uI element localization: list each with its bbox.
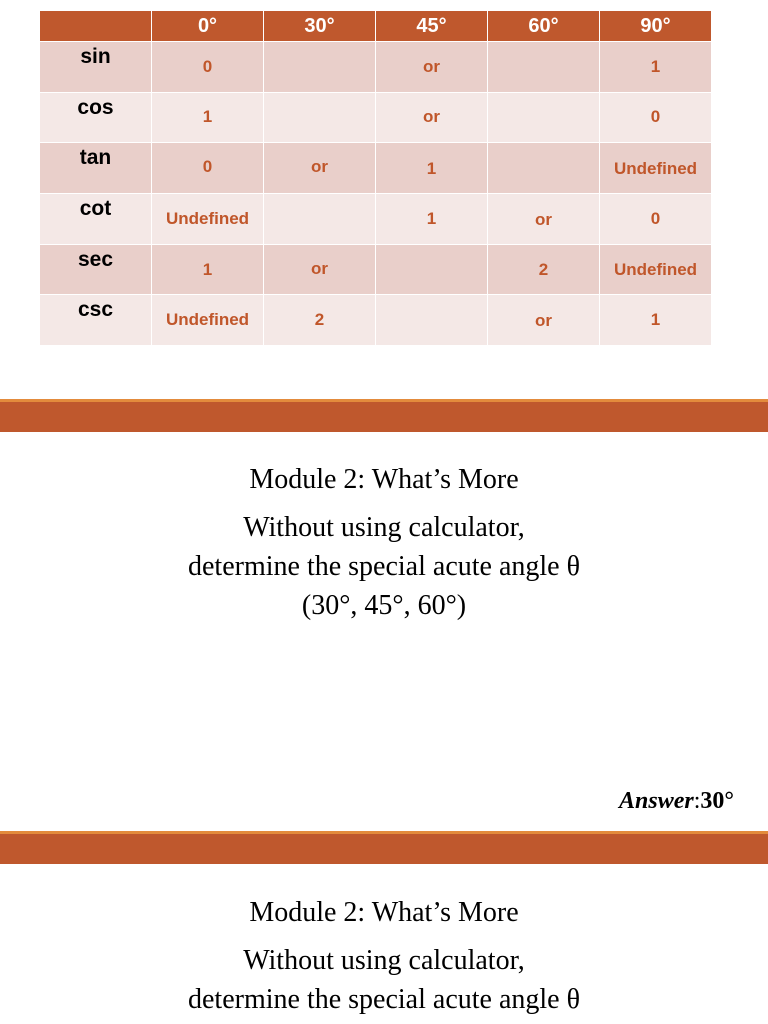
slide1-line3: (30°, 45°, 60°) (301, 590, 467, 621)
slide2-line1: Without using calculator, (243, 945, 525, 976)
table-row-sec (40, 244, 712, 295)
slide2-line2: determine the special acute angle θ (188, 984, 580, 1015)
function-label-sin: sin (40, 42, 152, 93)
table-row-cos (40, 92, 712, 143)
value-cell (264, 193, 376, 244)
value-cell: or (376, 92, 488, 143)
slide-band-2 (0, 834, 768, 864)
value-cell (264, 92, 376, 143)
value-cell: Undefined (152, 193, 264, 244)
value-cell (488, 143, 600, 194)
value-cell: or (488, 193, 600, 244)
function-label-tan: tan (40, 143, 152, 194)
value-cell: 0 (152, 143, 264, 194)
function-label-cot: cot (40, 193, 152, 244)
value-cell: 1 (152, 92, 264, 143)
value-cell: 0 (152, 42, 264, 93)
value-cell: 1 (376, 143, 488, 194)
value-cell: 2 (264, 295, 376, 346)
value-cell: 1 (376, 193, 488, 244)
table-row-sin (40, 42, 712, 93)
header-0deg: 0° (152, 11, 264, 42)
value-cell (488, 92, 600, 143)
value-cell: Undefined (600, 143, 712, 194)
slide2-title: Module 2: What’s More (249, 897, 519, 928)
answer-separator: : (693, 788, 701, 814)
header-empty (40, 11, 152, 42)
value-cell: 0 (600, 193, 712, 244)
value-cell: or (264, 143, 376, 194)
value-cell: Undefined (152, 295, 264, 346)
slide-band-1 (0, 402, 768, 432)
function-label-csc: csc (40, 295, 152, 346)
slide1-title: Module 2: What’s More (249, 464, 519, 495)
answer-text (619, 788, 734, 815)
table-row-cot (40, 193, 712, 244)
trig-values-table (39, 10, 712, 346)
table-header-row (40, 11, 712, 42)
header-30deg: 30° (264, 11, 376, 42)
function-label-sec: sec (40, 244, 152, 295)
header-60deg: 60° (488, 11, 600, 42)
value-cell: 2 (488, 244, 600, 295)
value-cell: or (488, 295, 600, 346)
table-row-csc (40, 295, 712, 346)
value-cell: 1 (600, 295, 712, 346)
value-cell (488, 42, 600, 93)
answer-label: Answer (619, 788, 694, 814)
value-cell: Undefined (600, 244, 712, 295)
header-90deg: 90° (600, 11, 712, 42)
function-label-cos: cos (40, 92, 152, 143)
value-cell (264, 42, 376, 93)
value-cell: or (264, 244, 376, 295)
answer-value: 30° (700, 788, 734, 814)
value-cell: 1 (152, 244, 264, 295)
value-cell: or (376, 42, 488, 93)
table-row-tan (40, 143, 712, 194)
value-cell: 0 (600, 92, 712, 143)
value-cell (376, 295, 488, 346)
slide1-line2: determine the special acute angle θ (188, 551, 580, 582)
value-cell (376, 244, 488, 295)
header-45deg: 45° (376, 11, 488, 42)
slide1-line1: Without using calculator, (243, 512, 525, 543)
value-cell: 1 (600, 42, 712, 93)
